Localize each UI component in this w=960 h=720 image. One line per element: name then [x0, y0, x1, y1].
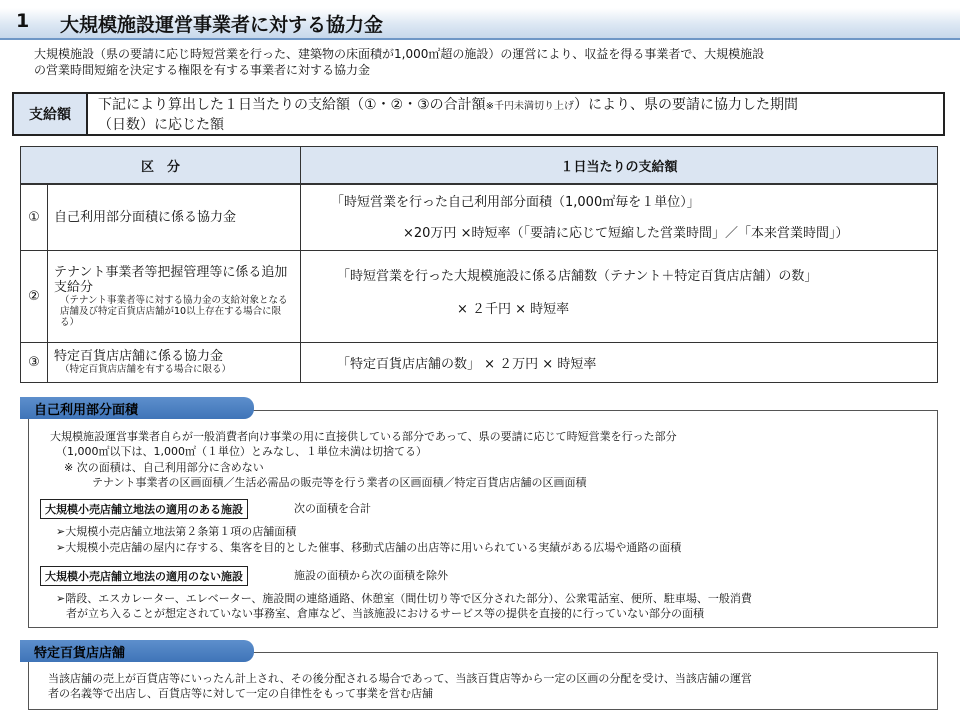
payment-text: ）により、県の要請に協力した期間 [574, 97, 799, 113]
row-category [48, 342, 301, 382]
dept-store-tab: 特定百貨店店舗 [20, 640, 254, 662]
list-item [56, 524, 296, 539]
page-title: 大規模施設運営事業者に対する協力金 [60, 14, 384, 36]
payment-label: 支給額 [14, 94, 88, 134]
dept-store-text: 当該店舗の売上が百貨店等にいったん計上され、その後分配される場合であって、当該百貨店等から一定の区画の分配を受け、当該店舗の運営 [48, 672, 752, 685]
list-item-continued: 者が立ち入ることが想定されていない事務室、倉庫など、当該施設におけるサービス等の提供を直接的に行っていない部分の面積 [66, 607, 704, 620]
intro-line: の営業時間短縮を決定する権限を有する事業者に対する協力金 [34, 63, 371, 77]
applied-facility-text: 次の面積を合計 [294, 502, 371, 515]
header-amount: １日当たりの支給額 [301, 147, 938, 185]
category-note: （テナント事業者等に対する協力金の支給対象となる店舗及び特定百貨店店舗が10以上存在する場合に限る） [60, 294, 288, 328]
category-label: 自己利用部分面積に係る協力金 [54, 209, 237, 225]
list-item-text: 大規模小売店舗立地法第２条第１項の店舗面積 [65, 525, 297, 538]
intro-text [34, 46, 934, 78]
amount-line: 「時短営業を行った大規模施設に係る店舗数（テナント＋特定百貨店店舗）の数」 [337, 268, 818, 284]
arrow-bullet-icon: ➢ [56, 525, 66, 538]
self-use-note: テナント事業者の区画面積／生活必需品の販売等を行う業者の区画面積／特定百貨店店舗の区画面積 [92, 476, 587, 489]
intro-line: 大規模施設（県の要請に応じ時短営業を行った、建築物の床面積が1,000㎡超の施設）の運営により、収益を得る事業者で、大規模施設 [34, 47, 765, 61]
category-label: 特定百貨店店舗に係る協力金 [54, 349, 224, 364]
applied-facility-tag: 大規模小売店舗立地法の適用のある施設 [40, 499, 248, 519]
arrow-bullet-icon: ➢ [56, 541, 66, 554]
row-number: ③ [21, 342, 48, 382]
amount-line: 「時短営業を行った自己利用部分面積（1,000㎡毎を１単位）」 [331, 195, 700, 210]
row-amount [301, 342, 938, 382]
self-use-note: ※ 次の面積は、自己利用部分に含めない [64, 461, 264, 474]
category-label: テナント事業者等把握管理等に係る追加支給分 [54, 264, 288, 295]
payment-text: 下記により算出した１日当たりの支給額（①・②・③の合計額 [98, 97, 486, 113]
row-number: ① [21, 184, 48, 250]
payment-description [98, 96, 938, 134]
row-amount [301, 184, 938, 250]
row-category [48, 184, 301, 250]
list-item-text: 大規模小売店舗の屋内に存する、集客を目的とした催事、移動式店舗の出店等に用いられている実績がある広場や通路の面積 [65, 541, 682, 554]
table-row [21, 250, 938, 342]
header-category: 区 分 [21, 147, 301, 185]
row-amount [301, 250, 938, 342]
table-row [21, 184, 938, 250]
payment-note: ※千円未満切り上げ [485, 101, 575, 112]
not-applied-facility-tag: 大規模小売店舗立地法の適用のない施設 [40, 566, 248, 586]
self-use-paragraph: 大規模施設運営事業者自らが一般消費者向け事業の用に直接供している部分であって、県の要請に応じて時短営業を行った部分 [50, 430, 677, 443]
page-title-bar [0, 8, 960, 40]
table-row [21, 342, 938, 382]
not-applied-facility-text: 施設の面積から次の面積を除外 [294, 569, 448, 582]
payment-table [20, 146, 938, 383]
row-category [48, 250, 301, 342]
section-number: 1 [16, 10, 30, 32]
self-use-tab: 自己利用部分面積 [20, 397, 254, 419]
dept-store-text: 者の名義等で出店し、百貨店等に対して一定の自律性をもって事業を営む店舗 [48, 687, 433, 700]
self-use-paragraph: （1,000㎡以下は、1,000㎡（１単位）とみなし、１単位未満は切捨てる） [56, 445, 427, 458]
amount-line: 「特定百貨店店舗の数」 × ２万円 × 時短率 [337, 356, 597, 372]
amount-line: ×20万円 ×時短率（「要請に応じて短縮した営業時間」／「本来営業時間」） [403, 226, 849, 241]
payment-text: （日数）に応じた額 [98, 117, 224, 133]
amount-line: × ２千円 × 時短率 [457, 301, 570, 317]
list-item-text: 階段、エスカレーター、エレベーター、施設間の連絡通路、休憩室（間仕切り等で区分された部分）、公衆電話室、便所、駐車場、一般消費 [65, 592, 752, 605]
arrow-bullet-icon: ➢ [56, 592, 66, 605]
list-item [56, 540, 681, 555]
row-number: ② [21, 250, 48, 342]
category-note: （特定百貨店店舗を有する場合に限る） [60, 364, 232, 375]
payment-box [12, 92, 945, 136]
list-item [56, 591, 752, 606]
